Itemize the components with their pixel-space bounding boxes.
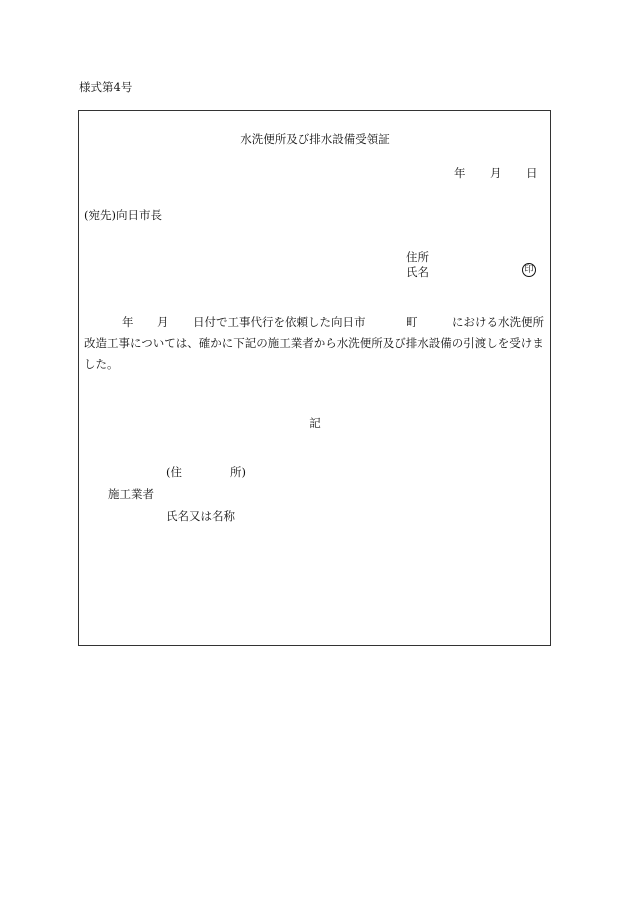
addressee: (宛先)向日市長 — [84, 208, 162, 222]
body-town: 町 — [406, 315, 418, 329]
body-tail: における水洗便所 — [452, 315, 544, 329]
body-date-text: 日付で工事代行を依頼した向日市 — [193, 315, 366, 329]
body-month: 月 — [157, 315, 169, 329]
body-line-3: した。 — [84, 357, 119, 371]
form-number: 様式第4号 — [79, 80, 133, 94]
form-frame — [78, 110, 551, 646]
contractor-label: 施工業者 — [108, 487, 154, 501]
document-title: 水洗便所及び排水設備受領証 — [240, 132, 390, 146]
seal-mark: 印 — [522, 263, 536, 277]
contractor-address-open: (住 — [166, 465, 182, 479]
ki-heading: 記 — [309, 416, 321, 430]
contractor-address-close: 所) — [230, 465, 246, 479]
applicant-address-label: 住所 — [406, 250, 429, 264]
body-line-2: 改造工事については、確かに下記の施工業者から水洗便所及び排水設備の引渡しを受けま — [84, 336, 544, 350]
body-year: 年 — [122, 315, 134, 329]
contractor-name-label: 氏名又は名称 — [166, 509, 235, 523]
date-day: 日 — [526, 166, 538, 180]
date-year: 年 — [454, 166, 466, 180]
applicant-name-label: 氏名 — [406, 265, 429, 279]
date-month: 月 — [490, 166, 502, 180]
